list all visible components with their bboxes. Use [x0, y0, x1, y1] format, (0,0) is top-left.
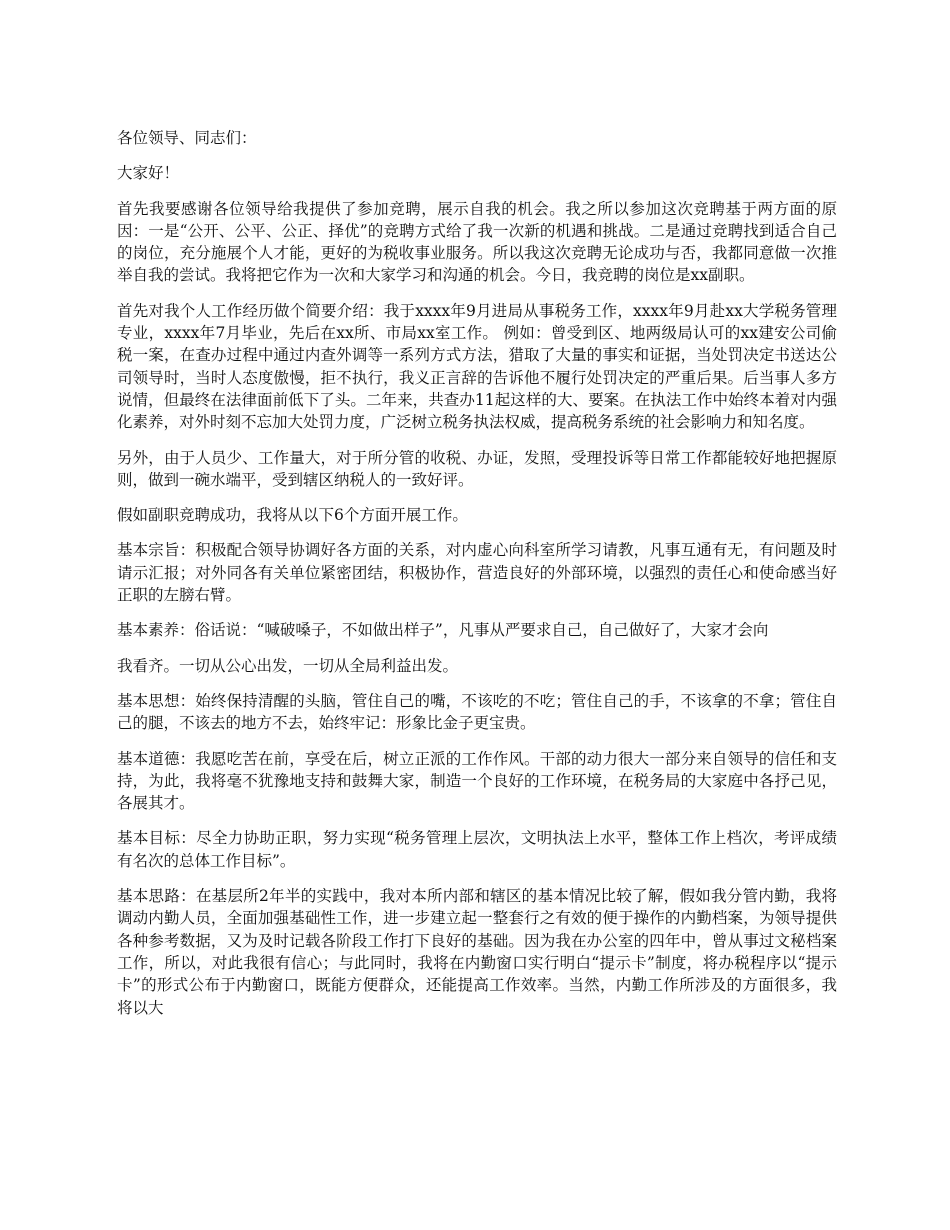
greeting: 大家好！	[117, 164, 180, 183]
paragraph-introduction: 首先我要感谢各位领导给我提供了参加竞聘，展示自我的机会。我之所以参加这次竞聘基于两方面的原因：一是“公开、公平、公正、择优”的竞聘方式给了我一次新的机遇和挑战。二是通过竞聘找到适合自己的岗位，充分施展个人才能，更好的为税收事业服务。所以我这次竞聘无论成功与否，我都同意做一次推举自我的尝试。我将把它作为一次和大家学习和沟通的机会。今日，我竞聘的岗位是xx副职。	[117, 199, 837, 285]
paragraph-basic-approach: 基本思路：在基层所2年半的实践中，我对本所内部和辖区的基本情况比较了解，假如我分管内勤，我将调动内勤人员，全面加强基础性工作，进一步建立起一整套行之有效的便于操作的内勤档案，为领导提供各种参考数据，又为及时记载各阶段工作打下良好的基础。因为我在办公室的四年中，曾从事过文秘档案工作，所以，对此我很有信心；与此同时，我将在内勤窗口实行明白“提示卡”制度，将办税程序以“提示卡”的形式公布于内勤窗口，既能方便群众，还能提高工作效率。当然，内勤工作所涉及的方面很多，我将以大	[117, 887, 837, 1017]
paragraph-basic-ethics: 基本道德：我愿吃苦在前，享受在后，树立正派的工作作风。干部的动力很大一部分来自领导的信任和支持，为此，我将毫不犹豫地支持和鼓舞大家，制造一个良好的工作环境，在税务局的大家庭中各抒己见，各展其才。	[117, 749, 837, 813]
document-page	[117, 127, 837, 1032]
salutation: 各位领导、同志们：	[117, 129, 257, 147]
paragraph-plan-intro: 假如副职竞聘成功，我将从以下6个方面开展工作。	[117, 506, 468, 525]
paragraph-work-experience: 首先对我个人工作经历做个简要介绍：我于xxxx年9月进局从事税务工作，xxxx年9月赴xx大学税务管理专业，xxxx年7月毕业，先后在xx所、市局xx室工作。 例如：曾受到区、地两级局认可的xx建安公司偷税一案，在查办过程中通过内查外调等一系列方式方法，猎取了大量的事实和证据，当处罚决定书送达公司领导时，当时人态度傲慢，拒不执行，我义正言辞的告诉他不履行处罚决定的严重后果。后当事人多方说情，但最终在法律面前低下了头。二年来，共查办11起这样的大、要案。在执法工作中始终本着对内强化素养，对外时刻不忘加大处罚力度，广泛树立税务执法权威，提高税务系统的社会影响力和知名度。	[117, 301, 837, 432]
paragraph-daily-work: 另外，由于人员少、工作量大，对于所分管的收税、办证，发照，受理投诉等日常工作都能较好地把握原则，做到一碗水端平，受到辖区纳税人的一致好评。	[117, 448, 837, 489]
paragraph-basic-goal: 基本目标：尽全力协助正职，努力实现“税务管理上层次，文明执法上水平，整体工作上档次，考评成绩有名次的总体工作目标”。	[117, 829, 837, 870]
paragraph-basic-quality: 基本素养：俗话说：“喊破嗓子，不如做出样子”，凡事从严要求自己，自己做好了，大家才会向	[117, 621, 769, 640]
paragraph-basic-thought: 基本思想：始终保持清醒的头脑，管住自己的嘴，不该吃的不吃；管住自己的手，不该拿的不拿；管住自己的腿，不该去的地方不去，始终牢记：形象比金子更宝贵。	[117, 691, 837, 733]
paragraph-basic-quality-continued: 我看齐。一切从公心出发，一切从全局利益出发。	[117, 656, 459, 675]
paragraph-basic-purpose: 基本宗旨：积极配合领导协调好各方面的关系，对内虚心向科室所学习请教，凡事互通有无，有问题及时请示汇报；对外同各有关单位紧密团结，积极协作，营造良好的外部环境，以强烈的责任心和使命感当好正职的左膀右臂。	[117, 541, 837, 605]
